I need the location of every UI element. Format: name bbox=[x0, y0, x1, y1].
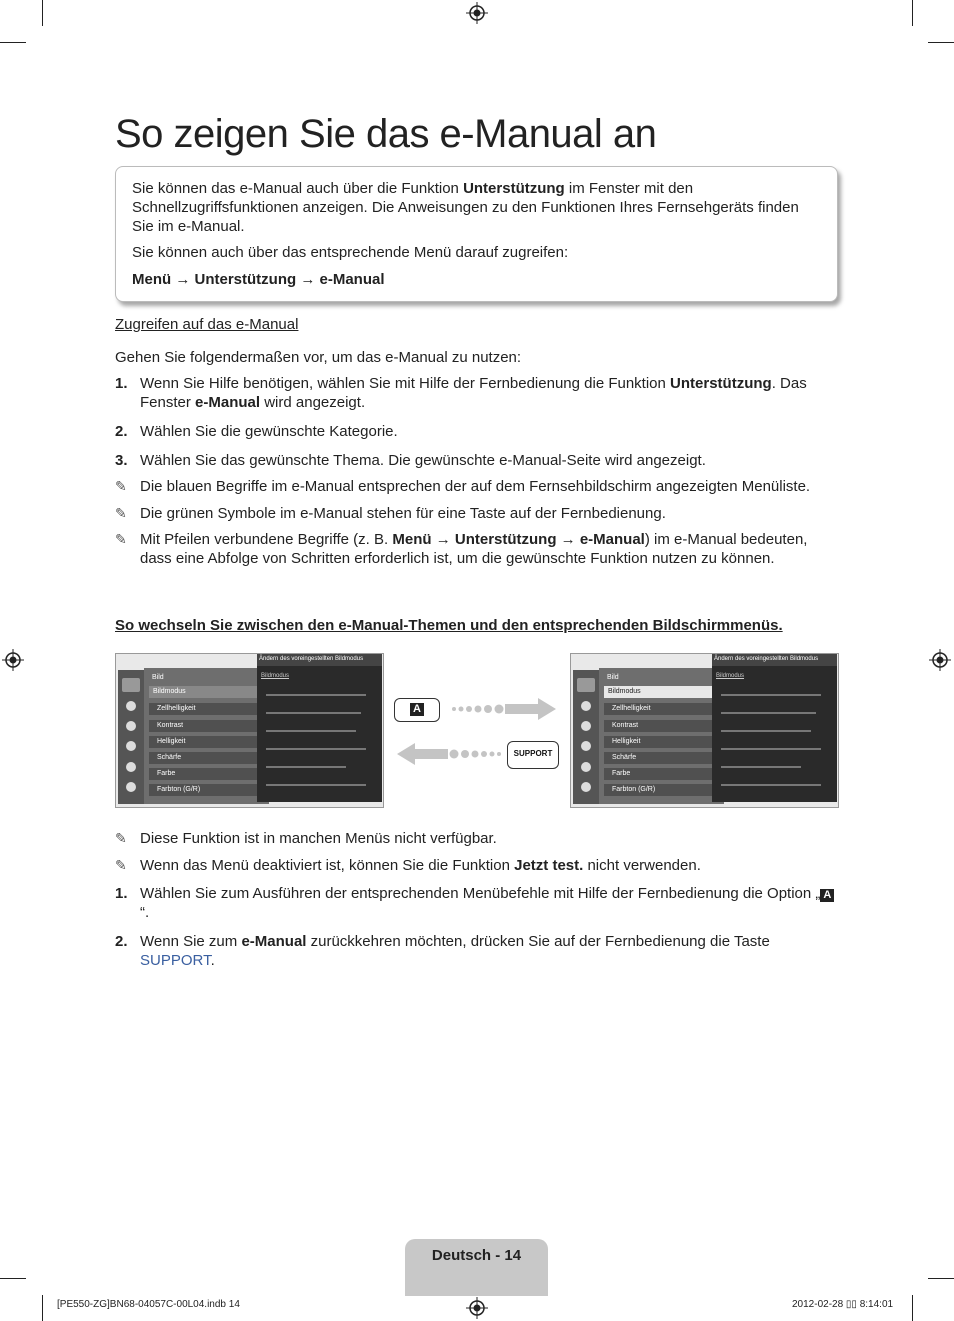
crop-mark bbox=[42, 1295, 43, 1321]
step-item: 3. Wählen Sie das gewünschte Thema. Die gewünschte e-Manual-Seite wird angezeigt. bbox=[115, 452, 706, 469]
tv-screen-menu bbox=[570, 653, 839, 808]
page-number-tab bbox=[405, 1239, 548, 1296]
pencil-note-icon: ✎ bbox=[115, 531, 127, 547]
crop-mark bbox=[912, 0, 913, 26]
tv-menu-item: Helligkeit bbox=[157, 738, 186, 745]
a-button[interactable] bbox=[394, 698, 440, 722]
tv-menu-item: Helligkeit bbox=[612, 738, 641, 745]
tv-panel-link: Bildmodus bbox=[716, 673, 745, 679]
support-button-label: SUPPORT bbox=[513, 749, 553, 758]
intro-box bbox=[115, 166, 838, 302]
pencil-note-icon: ✎ bbox=[115, 505, 127, 521]
tv-menu-title: Bild bbox=[152, 674, 164, 681]
page-title: So zeigen Sie das e-Manual an bbox=[115, 112, 657, 156]
step-item: 1. Wählen Sie zum Ausführen der entsprechenden Menübefehle mit Hilfe der Fernbedienung die Option „ A“. bbox=[115, 884, 835, 924]
registration-mark-icon bbox=[929, 649, 951, 671]
note-item: ✎ Die blauen Begriffe im e-Manual entsprechen der auf dem Fernsehbildschirm angezeigten Menüliste. bbox=[115, 478, 811, 495]
pencil-note-icon: ✎ bbox=[115, 857, 127, 873]
lead-text: Gehen Sie folgendermaßen vor, um das e-Manual zu nutzen: bbox=[115, 349, 522, 366]
tv-menu-item: Bildmodus bbox=[608, 688, 641, 695]
tv-panel-header: Ändern des voreingestellten Bildmodus bbox=[714, 656, 819, 662]
tv-menu-item: Farbton (G/R) bbox=[612, 786, 656, 793]
step-item: 1. Wenn Sie Hilfe benötigen, wählen Sie mit Hilfe der Fernbedienung die Funktion Unterstützung. Das Fenster e-Manual wird angezeigt. bbox=[115, 375, 807, 411]
tv-menu-item: Kontrast bbox=[157, 722, 184, 729]
note-item: ✎ Diese Funktion ist in manchen Menüs nicht verfügbar. bbox=[115, 830, 497, 847]
tv-menu-title: Bild bbox=[607, 674, 619, 681]
registration-mark-icon bbox=[466, 1297, 488, 1319]
intro-paragraph: Sie können auch über das entsprechende Menü darauf zugreifen: bbox=[132, 244, 569, 261]
tv-menu-item: Zellhelligkeit bbox=[157, 705, 196, 712]
tv-panel-header: Ändern des voreingestellten Bildmodus bbox=[259, 656, 364, 662]
crop-mark bbox=[42, 0, 43, 26]
crop-mark bbox=[0, 42, 26, 43]
support-button[interactable] bbox=[507, 741, 559, 769]
tv-menu-item: Farbe bbox=[612, 770, 631, 777]
tv-menu-item: Zellhelligkeit bbox=[612, 705, 651, 712]
note-item: ✎ Mit Pfeilen verbundene Begriffe (z. B. Menü → Unterstützung → e-Manual) im e-Manual bedeuten, dass eine Abfolge von Schritten erforderlich ist, um die gewünschte Funktion nutzen zu können. bbox=[115, 531, 808, 567]
a-button-label: A bbox=[410, 703, 424, 716]
crop-mark bbox=[928, 42, 954, 43]
intro-paragraph: Sie können das e-Manual auch über die Funktion Unterstützung im Fenster mit den Schnellzugriffsfunktionen anzeigen. Die Anweisungen zu den Funktionen Ihres Fernsehgeräts finden Sie im e-Manual. bbox=[132, 180, 799, 235]
tv-menu-item: Farbton (G/R) bbox=[157, 786, 201, 793]
tv-menu-item: Schärfe bbox=[612, 754, 637, 761]
imprint-date: 2012-02-28 ▯▯ 8:14:01 bbox=[792, 1299, 894, 1310]
page-number: Deutsch - 14 bbox=[431, 1247, 522, 1264]
note-item: ✎ Wenn das Menü deaktiviert ist, können Sie die Funktion Jetzt test. nicht verwenden. bbox=[115, 857, 701, 874]
tv-panel-link: Bildmodus bbox=[261, 673, 290, 679]
tv-menu-item: Farbe bbox=[157, 770, 176, 777]
tv-menu-item: Kontrast bbox=[612, 722, 639, 729]
arrow-left-icon bbox=[395, 742, 505, 766]
crop-mark bbox=[912, 1295, 913, 1321]
pencil-note-icon: ✎ bbox=[115, 830, 127, 846]
pencil-note-icon: ✎ bbox=[115, 478, 127, 494]
crop-mark bbox=[928, 1278, 954, 1279]
registration-mark-icon bbox=[466, 2, 488, 24]
tv-menu-item: Schärfe bbox=[157, 754, 182, 761]
registration-mark-icon bbox=[2, 649, 24, 671]
crop-mark bbox=[0, 1278, 26, 1279]
tv-menu-item: Bildmodus bbox=[153, 688, 186, 695]
step-item: 2. Wenn Sie zum e-Manual zurückkehren möchten, drücken Sie auf der Fernbedienung die Taste SUPPORT. bbox=[115, 933, 770, 969]
arrow-right-icon bbox=[448, 697, 558, 721]
section-title: So wechseln Sie zwischen den e-Manual-Themen und den entsprechenden Bildschirmmenüs. bbox=[115, 617, 783, 634]
subheading: Zugreifen auf das e-Manual bbox=[115, 316, 299, 333]
tv-screen-manual bbox=[115, 653, 384, 808]
a-key-icon: A bbox=[820, 889, 834, 902]
intro-menu-path: Menü → Unterstützung → e-Manual bbox=[132, 271, 385, 288]
note-item: ✎ Die grünen Symbole im e-Manual stehen für eine Taste auf der Fernbedienung. bbox=[115, 505, 666, 522]
imprint-file: [PE550-ZG]BN68-04057C-00L04.indb 14 bbox=[57, 1299, 240, 1310]
step-item: 2. Wählen Sie die gewünschte Kategorie. bbox=[115, 423, 398, 440]
